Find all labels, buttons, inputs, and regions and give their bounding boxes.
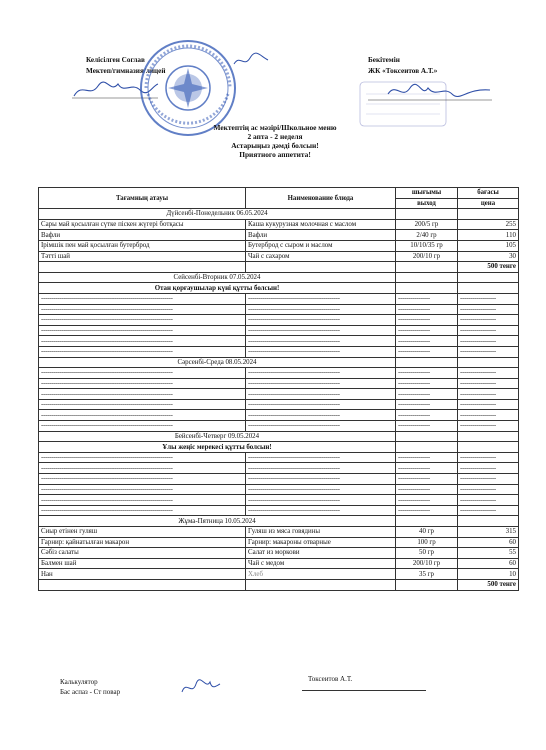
total-row xyxy=(39,262,519,273)
empty-cell: ---------------- xyxy=(396,346,458,357)
table-row xyxy=(39,537,519,548)
holiday-greeting: Отан қорғаушылар күні құтты болсын! xyxy=(39,283,396,294)
dish-kz: Балмен шай xyxy=(39,558,246,569)
table-row xyxy=(39,230,519,241)
empty-row xyxy=(39,495,519,506)
empty-cell: ------------------ xyxy=(458,399,519,410)
dish-kz: Тәтті шай xyxy=(39,251,246,262)
empty-cell: ---------------- xyxy=(396,463,458,474)
day-title: Дүйсенбі-Понедельник 06.05.2024 xyxy=(39,209,396,220)
empty-cell: ------------------------------------------------------------------ xyxy=(39,399,246,410)
day-total: 500 тенге xyxy=(458,262,519,273)
empty-cell: ------------------------------------------------------------------ xyxy=(39,421,246,432)
empty-cell: ------------------ xyxy=(458,389,519,400)
stamp-signature xyxy=(232,50,272,72)
header-yield-ru: выход xyxy=(396,198,458,209)
entrepreneur-label: ЖК «Токсеитов А.Т.» xyxy=(368,67,438,75)
header-yield-kz: шығымы xyxy=(396,188,458,199)
empty-row xyxy=(39,410,519,421)
empty-cell: ------------------ xyxy=(458,463,519,474)
dish-yield: 2/40 гр xyxy=(396,230,458,241)
dish-price: 105 xyxy=(458,240,519,251)
empty-cell: ---------------- xyxy=(396,315,458,326)
empty-row xyxy=(39,346,519,357)
empty-cell: ------------------------------------------------------------------ xyxy=(39,346,246,357)
empty-cell: ------------------------------------------------------------------ xyxy=(39,495,246,506)
empty-cell: ---------------- xyxy=(396,474,458,485)
empty-cell: ------------------------------------------------------------------ xyxy=(39,378,246,389)
empty-cell: ---------------------------------------------- xyxy=(246,505,396,516)
table-row xyxy=(39,219,519,230)
empty-cell: ---------------------------------------------- xyxy=(246,484,396,495)
dish-yield: 10/10/35 гр xyxy=(396,240,458,251)
table-row xyxy=(39,558,519,569)
empty-rows-tuesday xyxy=(39,293,519,357)
empty-cell: ------------------ xyxy=(458,336,519,347)
dish-kz: Сары май қосылған сүтке піскен жүгері ботқасы xyxy=(39,219,246,230)
table-row xyxy=(39,548,519,559)
empty-cell: ---------------------------------------------- xyxy=(246,421,396,432)
calculator-label: Калькулятор xyxy=(60,678,98,686)
empty-cell: ------------------ xyxy=(458,368,519,379)
dish-price: 60 xyxy=(458,537,519,548)
week-label: 2 апта - 2 неделя xyxy=(247,132,303,141)
empty-cell: ------------------ xyxy=(458,378,519,389)
empty-cell: ------------------------------------------------------------------ xyxy=(39,315,246,326)
right-signature xyxy=(366,80,496,104)
greeting-kz: Астарыңыз дәмді болсын! xyxy=(231,141,319,150)
empty-cell: ---------------------------------------------- xyxy=(246,346,396,357)
dish-yield: 200/5 гр xyxy=(396,219,458,230)
holiday-row xyxy=(39,442,519,453)
empty-cell: ---------------- xyxy=(396,505,458,516)
approval-label: Келісілген Соглав xyxy=(86,56,145,64)
dish-kz: Сәбіз салаты xyxy=(39,548,246,559)
dish-ru: Бутерброд с сыром и маслом xyxy=(246,240,396,251)
empty-cell: ---------------------------------------------- xyxy=(246,474,396,485)
empty-cell: ------------------ xyxy=(458,346,519,357)
empty-cell: ------------------ xyxy=(458,495,519,506)
signature-line xyxy=(302,690,426,691)
dish-price: 10 xyxy=(458,569,519,580)
table-row xyxy=(39,527,519,538)
header-dish-kz: Тағамның атауы xyxy=(39,188,246,209)
holiday-row xyxy=(39,283,519,294)
empty-cell: ---------------- xyxy=(396,368,458,379)
table-header-row xyxy=(39,188,519,199)
dish-kz: Ірімшік пен май қосылған бутерброд xyxy=(39,240,246,251)
dish-yield: 40 гр xyxy=(396,527,458,538)
greeting-ru: Приятного аппетита! xyxy=(239,150,311,159)
header-price-kz: бағасы xyxy=(458,188,519,199)
empty-cell: ---------------------------------------------- xyxy=(246,315,396,326)
chef-signature xyxy=(178,676,222,698)
empty-cell: ------------------ xyxy=(458,484,519,495)
empty-cell: ---------------------------------------------- xyxy=(246,304,396,315)
empty-row xyxy=(39,484,519,495)
empty-cell: ---------------- xyxy=(396,484,458,495)
menu-table xyxy=(38,187,519,591)
dish-yield: 35 гр xyxy=(396,569,458,580)
empty-cell: ---------------------------------------------- xyxy=(246,452,396,463)
dish-price: 55 xyxy=(458,548,519,559)
school-label: Мектеп/гимназия/лицей xyxy=(86,67,166,75)
approved-label: Бекітемін xyxy=(368,56,400,64)
empty-cell: ---------------------------------------------- xyxy=(246,399,396,410)
day-row-tuesday xyxy=(39,272,519,283)
empty-row xyxy=(39,304,519,315)
empty-cell: ---------------------------------------------- xyxy=(246,325,396,336)
dish-ru: Чай с медом xyxy=(246,558,396,569)
empty-cell: ------------------ xyxy=(458,325,519,336)
chef-label: Бас аспаз - Ст повар xyxy=(60,688,121,696)
empty-row xyxy=(39,421,519,432)
empty-cell: ------------------------------------------------------------------ xyxy=(39,325,246,336)
empty-cell: ------------------------------------------------------------------ xyxy=(39,474,246,485)
dish-yield: 100 гр xyxy=(396,537,458,548)
dish-ru: Каша кукурузная молочная с маслом xyxy=(246,219,396,230)
empty-row xyxy=(39,378,519,389)
dish-ru: Хлеб xyxy=(246,569,396,580)
empty-cell: ---------------- xyxy=(396,410,458,421)
day-title: Сәрсенбі-Среда 08.05.2024 xyxy=(39,357,396,368)
empty-cell: ---------------- xyxy=(396,421,458,432)
menu-title: Мектептің ас мәзірі/Школьное меню xyxy=(213,123,337,132)
day-title: Бейсенбі-Четверг 09.05.2024 xyxy=(39,431,396,442)
day-title: Жұма-Пятница 10.05.2024 xyxy=(39,516,396,527)
empty-cell: ------------------ xyxy=(458,293,519,304)
empty-row xyxy=(39,336,519,347)
table-row xyxy=(39,251,519,262)
empty-cell: ------------------ xyxy=(458,505,519,516)
empty-cell: ------------------------------------------------------------------ xyxy=(39,304,246,315)
empty-cell: ---------------- xyxy=(396,304,458,315)
empty-cell: ---------------------------------------------- xyxy=(246,389,396,400)
empty-cell: ---------------------------------------------- xyxy=(246,495,396,506)
empty-cell: ---------------- xyxy=(396,452,458,463)
empty-cell: ---------------------------------------------- xyxy=(246,410,396,421)
day-row-monday xyxy=(39,209,519,220)
empty-cell: ---------------- xyxy=(396,293,458,304)
empty-cell: ---------------------------------------------- xyxy=(246,368,396,379)
empty-cell: ------------------------------------------------------------------ xyxy=(39,463,246,474)
empty-cell: ------------------ xyxy=(458,315,519,326)
dish-ru: Вафли xyxy=(246,230,396,241)
empty-cell: ------------------------------------------------------------------ xyxy=(39,505,246,516)
header-dish-ru: Наименование блюда xyxy=(246,188,396,209)
empty-rows-thursday xyxy=(39,452,519,516)
table-row xyxy=(39,240,519,251)
director-name: Токсеитов А.Т. xyxy=(308,675,353,683)
empty-cell: ------------------------------------------------------------------ xyxy=(39,368,246,379)
empty-rows-wednesday xyxy=(39,368,519,432)
dish-kz: Сиыр етінен гуляш xyxy=(39,527,246,538)
empty-row xyxy=(39,505,519,516)
empty-cell: ---------------- xyxy=(396,325,458,336)
empty-cell: ------------------------------------------------------------------ xyxy=(39,452,246,463)
empty-row xyxy=(39,452,519,463)
dish-kz: Нан xyxy=(39,569,246,580)
dish-kz: Вафли xyxy=(39,230,246,241)
empty-cell: ------------------------------------------------------------------ xyxy=(39,410,246,421)
empty-cell: ------------------------------------------------------------------ xyxy=(39,293,246,304)
empty-cell: ------------------------------------------------------------------ xyxy=(39,336,246,347)
dish-price: 315 xyxy=(458,527,519,538)
empty-cell: ---------------- xyxy=(396,399,458,410)
empty-cell: ------------------ xyxy=(458,421,519,432)
table-row xyxy=(39,569,519,580)
dish-ru: Гуляш из мяса говядины xyxy=(246,527,396,538)
empty-cell: ---------------------------------------------- xyxy=(246,463,396,474)
dish-yield: 50 гр xyxy=(396,548,458,559)
empty-cell: ------------------------------------------------------------------ xyxy=(39,389,246,400)
dish-ru: Салат из моркови xyxy=(246,548,396,559)
empty-row xyxy=(39,389,519,400)
empty-cell: ------------------ xyxy=(458,452,519,463)
empty-cell: ------------------ xyxy=(458,410,519,421)
dish-price: 255 xyxy=(458,219,519,230)
empty-cell: ---------------- xyxy=(396,378,458,389)
empty-cell: ---------------- xyxy=(396,336,458,347)
empty-row xyxy=(39,399,519,410)
empty-cell: ---------------- xyxy=(396,389,458,400)
dish-ru: Гарнир: макароны отварные xyxy=(246,537,396,548)
dish-price: 110 xyxy=(458,230,519,241)
empty-row xyxy=(39,325,519,336)
empty-row xyxy=(39,463,519,474)
empty-cell: ------------------ xyxy=(458,304,519,315)
empty-cell: ------------------------------------------------------------------ xyxy=(39,484,246,495)
dish-price: 30 xyxy=(458,251,519,262)
empty-cell: ---------------------------------------------- xyxy=(246,378,396,389)
empty-row xyxy=(39,293,519,304)
holiday-greeting: Ұлы жеңіс мерекесі құтты болсын! xyxy=(39,442,396,453)
empty-cell: ---------------------------------------------- xyxy=(246,293,396,304)
day-row-wednesday xyxy=(39,357,519,368)
header-price-ru: цена xyxy=(458,198,519,209)
day-total: 500 тенге xyxy=(458,579,519,590)
day-row-friday xyxy=(39,516,519,527)
dish-yield: 200/10 гр xyxy=(396,558,458,569)
dish-price: 60 xyxy=(458,558,519,569)
day-row-thursday xyxy=(39,431,519,442)
empty-row xyxy=(39,315,519,326)
dish-kz: Гарнир: қайнатылған макарон xyxy=(39,537,246,548)
empty-cell: ---------------------------------------------- xyxy=(246,336,396,347)
empty-cell: ---------------- xyxy=(396,495,458,506)
empty-cell: ------------------ xyxy=(458,474,519,485)
day-title: Сейсенбі-Вторник 07.05.2024 xyxy=(39,272,396,283)
dish-yield: 200/10 гр xyxy=(396,251,458,262)
empty-row xyxy=(39,474,519,485)
empty-row xyxy=(39,368,519,379)
dish-ru: Чай с сахаром xyxy=(246,251,396,262)
total-row xyxy=(39,579,519,590)
